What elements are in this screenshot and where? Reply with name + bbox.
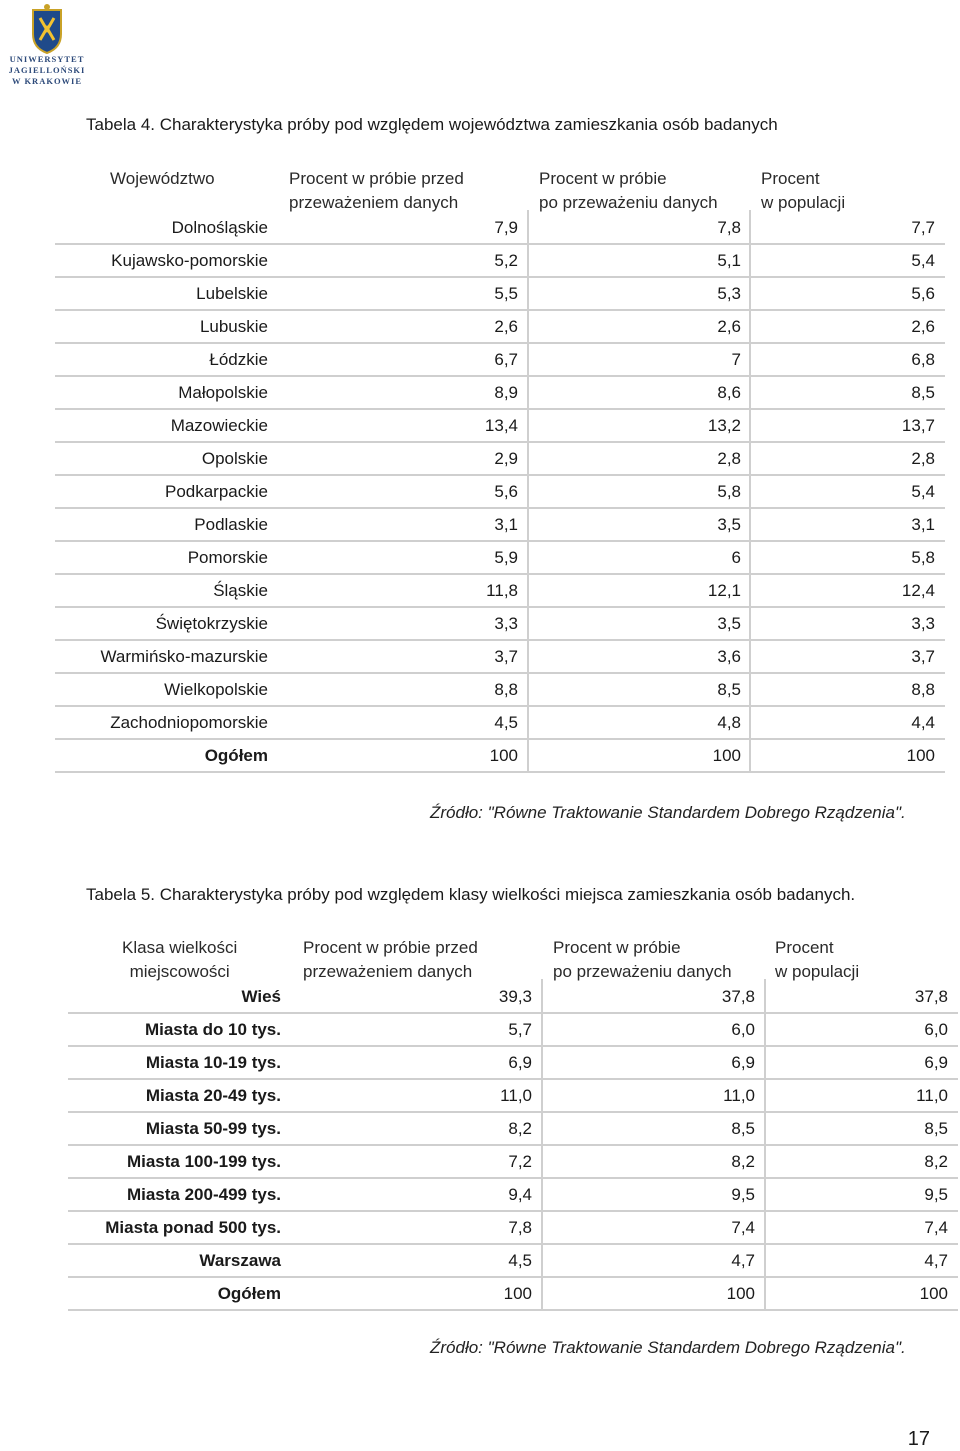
table4-cell-value: 3,5: [717, 515, 741, 534]
table4-row: [0, 675, 960, 708]
table4-row-label: Podlaskie: [194, 515, 268, 534]
table4-cell-value: 5,4: [911, 482, 935, 501]
table4-row-label: Wielkopolskie: [164, 680, 268, 699]
table5-source: Źródło: "Równe Traktowanie Standardem Dobrego Rządzenia".: [430, 1338, 906, 1357]
table5-cell-value: 100: [726, 1284, 755, 1303]
table5-row-divider: [68, 1210, 958, 1212]
table4-cell-value: 3,3: [494, 614, 518, 633]
table4-cell-value: 3,7: [494, 647, 518, 666]
table4-row-label: Lubuskie: [199, 317, 268, 336]
table4-row: [0, 345, 960, 378]
table4-cell-value: 6: [731, 548, 741, 567]
table4-cell-value: 2,6: [494, 317, 518, 336]
table4-cell-value: 3,6: [717, 647, 741, 666]
table4-row-divider: [55, 309, 945, 311]
table4-row-divider: [55, 276, 945, 278]
table4-row-label: Łódzkie: [209, 350, 268, 369]
table4-cell-value: 5,6: [911, 284, 935, 303]
table5-row-divider: [68, 1276, 958, 1278]
table4-row-label: Podkarpackie: [164, 482, 268, 501]
table4-row: [0, 543, 960, 576]
table5-row-label: Wieś: [241, 987, 281, 1006]
table5-row-label: Warszawa: [199, 1251, 281, 1270]
table5-header-class: Klasa wielkości miejscowości: [122, 938, 238, 981]
logo-line-1: UNIWERSYTET: [9, 54, 85, 64]
table5-row: [0, 1147, 960, 1180]
table4-cell-value: 6,7: [494, 350, 518, 369]
table4-row-divider: [55, 507, 945, 509]
table5-cell-value: 6,9: [508, 1053, 532, 1072]
table5-row-divider: [68, 1111, 958, 1113]
table5-row-divider: [68, 1243, 958, 1245]
table5-row: [0, 982, 960, 1015]
table4-row-divider: [55, 375, 945, 377]
table5-row-label: Miasta 50-99 tys.: [145, 1119, 281, 1138]
table4-row-divider: [55, 573, 945, 575]
table5-row-label: Miasta 100-199 tys.: [126, 1152, 281, 1171]
table5-row-label: Miasta 10-19 tys.: [145, 1053, 281, 1072]
table4-row-label: Opolskie: [201, 449, 268, 468]
table4-cell-value: 100: [906, 746, 935, 765]
crest-icon: [6, 4, 88, 54]
table5-cell-value: 5,7: [508, 1020, 532, 1039]
table5-cell-value: 8,2: [731, 1152, 755, 1171]
table4-cell-value: 5,8: [717, 482, 741, 501]
table4-cell-value: 2,9: [494, 449, 518, 468]
table4-cell-value: 8,9: [494, 383, 518, 402]
table4-cell-value: 7,8: [717, 218, 741, 237]
table5-row-divider: [68, 1309, 958, 1311]
table5-cell-value: 6,0: [731, 1020, 755, 1039]
table5-header-before: Procent w próbie przed przeważeniem danych: [303, 938, 478, 981]
table5-row: [0, 1246, 960, 1279]
table4-row-divider: [55, 705, 945, 707]
table4-cell-value: 2,6: [911, 317, 935, 336]
table4-cell-value: 4,8: [717, 713, 741, 732]
table5-row-label: Miasta ponad 500 tys.: [105, 1218, 281, 1237]
table4-row-divider: [55, 474, 945, 476]
table4-cell-value: 7,7: [911, 218, 935, 237]
table4-cell-value: 8,8: [494, 680, 518, 699]
table5-row-divider: [68, 1012, 958, 1014]
table5-cell-value: 8,5: [731, 1119, 755, 1138]
table4-row: [0, 378, 960, 411]
table4-header-region: Województwo: [110, 169, 215, 188]
table4-row-label: Mazowieckie: [170, 416, 268, 435]
table4-cell-value: 5,3: [717, 284, 741, 303]
table5-cell-value: 7,4: [924, 1218, 948, 1237]
table5-cell-value: 7,8: [508, 1218, 532, 1237]
page-number: 17: [907, 1428, 930, 1450]
table5-cell-value: 9,5: [731, 1185, 755, 1204]
table5-cell-value: 8,2: [508, 1119, 532, 1138]
table4-row-divider: [55, 408, 945, 410]
table5-row: [0, 1114, 960, 1147]
table4-cell-value: 4,5: [494, 713, 518, 732]
table4-cell-value: 5,1: [717, 251, 741, 270]
logo-line-3: W KRAKOWIE: [11, 76, 83, 86]
table5-cell-value: 6,0: [924, 1020, 948, 1039]
table4-cell-value: 100: [489, 746, 518, 765]
table5-cell-value: 100: [919, 1284, 948, 1303]
table4-cell-value: 100: [712, 746, 741, 765]
table4-row: [0, 444, 960, 477]
table4-row-divider: [55, 771, 945, 773]
table5-row: [0, 1015, 960, 1048]
table5-cell-value: 6,9: [731, 1053, 755, 1072]
table4-row: [0, 477, 960, 510]
table4-cell-value: 8,6: [717, 383, 741, 402]
table5-row-divider: [68, 1045, 958, 1047]
table4-row-label: Świętokrzyskie: [155, 614, 268, 633]
table4-row-divider: [55, 243, 945, 245]
table4-cell-value: 2,6: [717, 317, 741, 336]
table5-header-after: Procent w próbie po przeważeniu danych: [553, 938, 732, 981]
table4-cell-value: 3,1: [911, 515, 935, 534]
table5-row-label: Ogółem: [217, 1284, 281, 1303]
table5-row-divider: [68, 1078, 958, 1080]
table4-cell-value: 11,8: [486, 581, 518, 600]
table4-source: Źródło: "Równe Traktowanie Standardem Dobrego Rządzenia".: [430, 803, 906, 822]
table4-cell-value: 3,7: [911, 647, 935, 666]
table5-header-population: Procent w populacji: [775, 938, 860, 981]
table4-column-divider: [527, 210, 529, 771]
table4-cell-value: 13,7: [901, 416, 935, 435]
table5-row-label: Miasta 20-49 tys.: [145, 1086, 281, 1105]
table4-cell-value: 12,1: [707, 581, 741, 600]
table4-cell-value: 5,4: [911, 251, 935, 270]
table4-cell-value: 8,8: [911, 680, 935, 699]
table4-title: Tabela 4. Charakterystyka próby pod względem województwa zamieszkania osób badanych: [86, 115, 778, 134]
table4-row-label: Kujawsko-pomorskie: [111, 251, 268, 270]
table5-row-label: Miasta 200-499 tys.: [126, 1185, 281, 1204]
table5-row: [0, 1213, 960, 1246]
university-logo: [6, 4, 88, 88]
table5-cell-value: 39,3: [498, 987, 532, 1006]
table5-cell-value: 9,5: [924, 1185, 948, 1204]
table4-cell-value: 5,9: [494, 548, 518, 567]
table5-cell-value: 8,2: [924, 1152, 948, 1171]
table4-cell-value: 13,4: [484, 416, 518, 435]
table4-cell-value: 3,5: [717, 614, 741, 633]
table5-row-label: Miasta do 10 tys.: [144, 1020, 281, 1039]
table5-row-divider: [68, 1144, 958, 1146]
table4-row-label: Ogółem: [204, 746, 268, 765]
table4-cell-value: 5,5: [494, 284, 518, 303]
table4-cell-value: 5,2: [494, 251, 518, 270]
table5-row: [0, 1180, 960, 1213]
table5-cell-value: 4,7: [924, 1251, 948, 1270]
table4-row: [0, 312, 960, 345]
table5-cell-value: 11,0: [500, 1086, 532, 1105]
table4-row-divider: [55, 540, 945, 542]
table5-column-divider: [541, 979, 543, 1309]
table5-cell-value: 100: [503, 1284, 532, 1303]
table5-cell-value: 7,2: [508, 1152, 532, 1171]
table5-title: Tabela 5. Charakterystyka próby pod względem klasy wielkości miejsca zamieszkania osób badanych.: [86, 885, 856, 904]
table4-row-label: Małopolskie: [178, 383, 268, 402]
table5-column-divider: [764, 979, 766, 1309]
table5-row: [0, 1081, 960, 1114]
table4-row: [0, 609, 960, 642]
table4-row-divider: [55, 738, 945, 740]
table5-cell-value: 37,8: [914, 987, 948, 1006]
table5-cell-value: 9,4: [508, 1185, 532, 1204]
table5-cell-value: 7,4: [731, 1218, 755, 1237]
table4-cell-value: 3,3: [911, 614, 935, 633]
table4-row-label: Lubelskie: [196, 284, 268, 303]
table4-row: [0, 708, 960, 741]
table5-cell-value: 8,5: [924, 1119, 948, 1138]
table4-row-label: Śląskie: [213, 581, 268, 600]
table5-row-divider: [68, 1177, 958, 1179]
table4-row-label: Pomorskie: [187, 548, 268, 567]
table4-row-label: Warmińsko-mazurskie: [100, 647, 268, 666]
table4-row: [0, 411, 960, 444]
table4-row: [0, 576, 960, 609]
table4-row-divider: [55, 672, 945, 674]
table4-row-label: Zachodniopomorskie: [110, 713, 268, 732]
table5-cell-value: 6,9: [924, 1053, 948, 1072]
table4-row-divider: [55, 342, 945, 344]
table4-row: [0, 642, 960, 675]
table5-row: [0, 1279, 960, 1312]
table4-cell-value: 13,2: [707, 416, 741, 435]
table4-cell-value: 8,5: [717, 680, 741, 699]
table4-cell-value: 2,8: [717, 449, 741, 468]
table4-cell-value: 3,1: [494, 515, 518, 534]
table4-row: [0, 246, 960, 279]
table4-row: [0, 510, 960, 543]
table5-cell-value: 4,5: [508, 1251, 532, 1270]
table4-header-before: Procent w próbie przed przeważeniem danych: [289, 169, 464, 212]
table5-cell-value: 37,8: [721, 987, 755, 1006]
table4-row-label: Dolnośląskie: [171, 218, 268, 237]
table4-row-divider: [55, 639, 945, 641]
table4-cell-value: 6,8: [911, 350, 935, 369]
table4-row: [0, 741, 960, 774]
logo-line-2: JAGIELLOŃSKI: [8, 65, 86, 75]
table4-cell-value: 2,8: [911, 449, 935, 468]
table5-cell-value: 11,0: [723, 1086, 755, 1105]
table4-row: [0, 279, 960, 312]
table4-row-divider: [55, 606, 945, 608]
table4-cell-value: 5,6: [494, 482, 518, 501]
table5-cell-value: 11,0: [916, 1086, 948, 1105]
table5-row: [0, 1048, 960, 1081]
table4-cell-value: 8,5: [911, 383, 935, 402]
table4-cell-value: 4,4: [911, 713, 935, 732]
table5-cell-value: 4,7: [731, 1251, 755, 1270]
table4-cell-value: 5,8: [911, 548, 935, 567]
table4-column-divider: [749, 210, 751, 771]
table4-row-divider: [55, 441, 945, 443]
table4-cell-value: 7,9: [494, 218, 518, 237]
table4-cell-value: 12,4: [901, 581, 935, 600]
table4-header-after: Procent w próbie po przeważeniu danych: [539, 169, 718, 212]
table4-cell-value: 7: [731, 350, 741, 369]
table4-row: [0, 213, 960, 246]
table4-header-population: Procent w populacji: [761, 169, 846, 212]
